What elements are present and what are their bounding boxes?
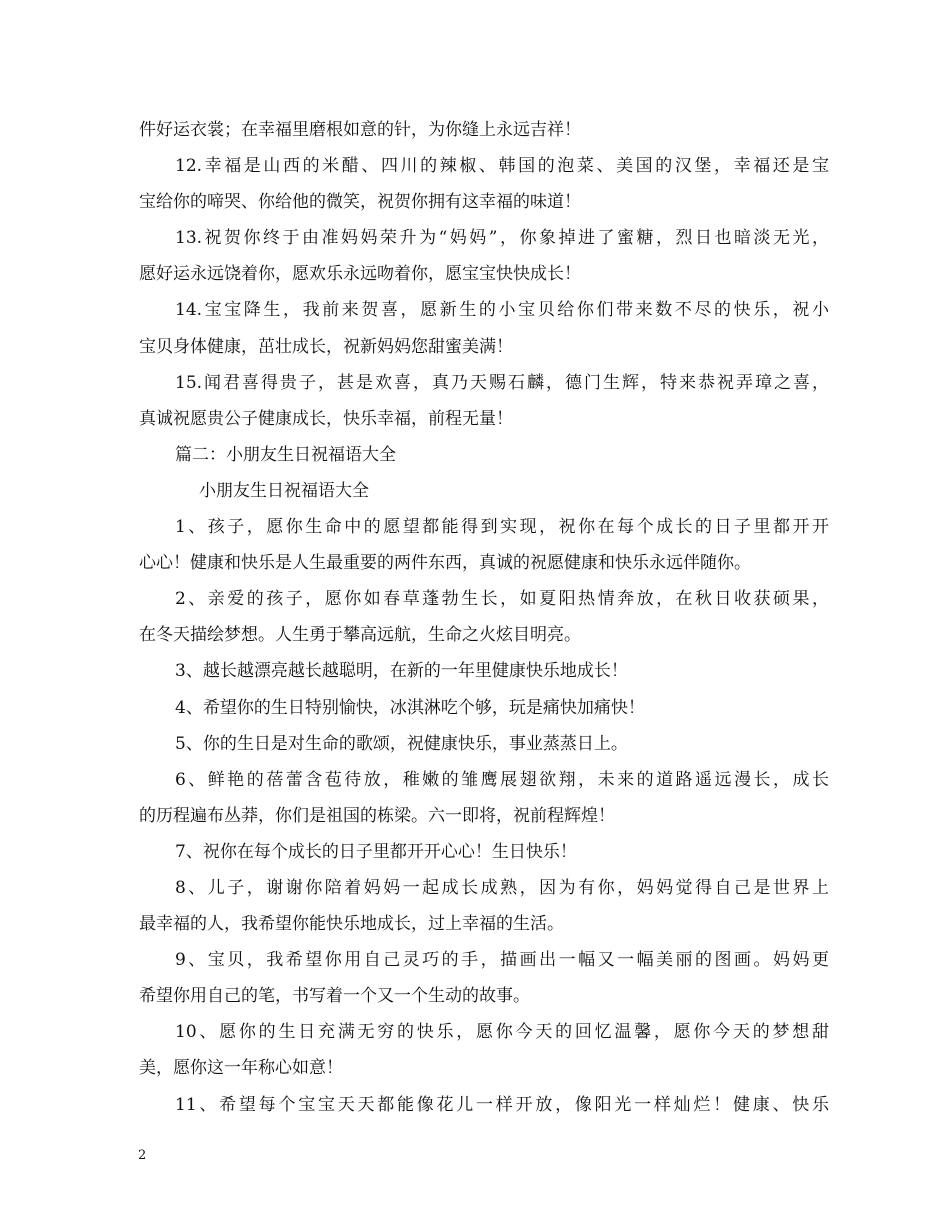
- text-line-6: 14.宝宝降生，我前来贺喜，愿新生的小宝贝给你们带来数不尽的快乐，祝小: [175, 300, 829, 321]
- text-line-9: 真诚祝愿贵公子健康成长，快乐幸福，前程无量！: [139, 408, 513, 429]
- section-heading: 篇二：小朋友生日祝福语大全: [175, 444, 396, 465]
- text-line-13: 心心！健康和快乐是人生最重要的两件东西，真诚的祝愿健康和快乐永远伴随你。: [139, 553, 751, 574]
- text-line-25: 希望你用自己的笔，书写着一个又一个生动的故事。: [139, 986, 530, 1007]
- text-line-5: 愿好运永远饶着你，愿欢乐永远吻着你，愿宝宝快快成长！: [139, 264, 581, 285]
- text-line-22: 8、儿子，谢谢你陪着妈妈一起成长成熟，因为有你，妈妈觉得自己是世界上: [175, 877, 829, 898]
- text-line-12: 1、孩子，愿你生命中的愿望都能得到实现，祝你在每个成长的日子里都开开: [175, 517, 829, 538]
- text-line-15: 在冬天描绘梦想。人生勇于攀高远航，生命之火炫目明亮。: [139, 625, 581, 646]
- text-line-28: 11、希望每个宝宝天天都能像花儿一样开放，像阳光一样灿烂！健康、快乐: [175, 1094, 829, 1115]
- text-line-17: 4、希望你的生日特别愉快，冰淇淋吃个够，玩是痛快加痛快！: [175, 697, 645, 718]
- text-line-18: 5、你的生日是对生命的歌颂，祝健康快乐，事业蒸蒸日上。: [175, 733, 628, 754]
- text-line-4: 13.祝贺你终于由准妈妈荣升为“妈妈”，你象掉进了蜜糖，烈日也暗淡无光，: [175, 228, 829, 249]
- text-line-14: 2、亲爱的孩子，愿你如春草蓬勃生长，如夏阳热情奔放，在秋日收获硕果，: [175, 589, 829, 610]
- section-title: 小朋友生日祝福语大全: [199, 480, 369, 501]
- page-number: 2: [138, 1148, 147, 1163]
- text-line-24: 9、宝贝，我希望你用自己灵巧的手，描画出一幅又一幅美丽的图画。妈妈更: [175, 950, 829, 971]
- text-line-20: 的历程遍布丛莽，你们是祖国的栋梁。六一即将，祝前程辉煌！: [139, 805, 615, 826]
- text-line-27: 美，愿你这一年称心如意！: [139, 1058, 343, 1079]
- document-body: [139, 112, 829, 1123]
- text-line-21: 7、祝你在每个成长的日子里都开开心心！生日快乐！: [175, 841, 577, 862]
- text-line-26: 10、愿你的生日充满无穷的快乐，愿你今天的回忆温馨，愿你今天的梦想甜: [175, 1022, 829, 1043]
- text-line-8: 15.闻君喜得贵子，甚是欢喜，真乃天赐石麟，德门生辉，特来恭祝弄璋之喜，: [175, 372, 829, 393]
- text-line-2: 12.幸福是山西的米醋、四川的辣椒、韩国的泡菜、美国的汉堡，幸福还是宝: [175, 156, 829, 177]
- text-line-19: 6、鲜艳的蓓蕾含苞待放，稚嫩的雏鹰展翅欲翔，未来的道路遥远漫长，成长: [175, 769, 829, 790]
- text-line-1: 件好运衣裳；在幸福里磨根如意的针，为你缝上永远吉祥！: [139, 120, 581, 140]
- text-line-3: 宝给你的啼哭、你给他的微笑，祝贺你拥有这幸福的味道！: [139, 192, 581, 213]
- text-line-16: 3、越长越漂亮越长越聪明，在新的一年里健康快乐地成长！: [175, 661, 628, 682]
- text-line-23: 最幸福的人，我希望你能快乐地成长，过上幸福的生活。: [139, 914, 564, 935]
- text-line-7: 宝贝身体健康，茁壮成长，祝新妈妈您甜蜜美满！: [139, 336, 513, 357]
